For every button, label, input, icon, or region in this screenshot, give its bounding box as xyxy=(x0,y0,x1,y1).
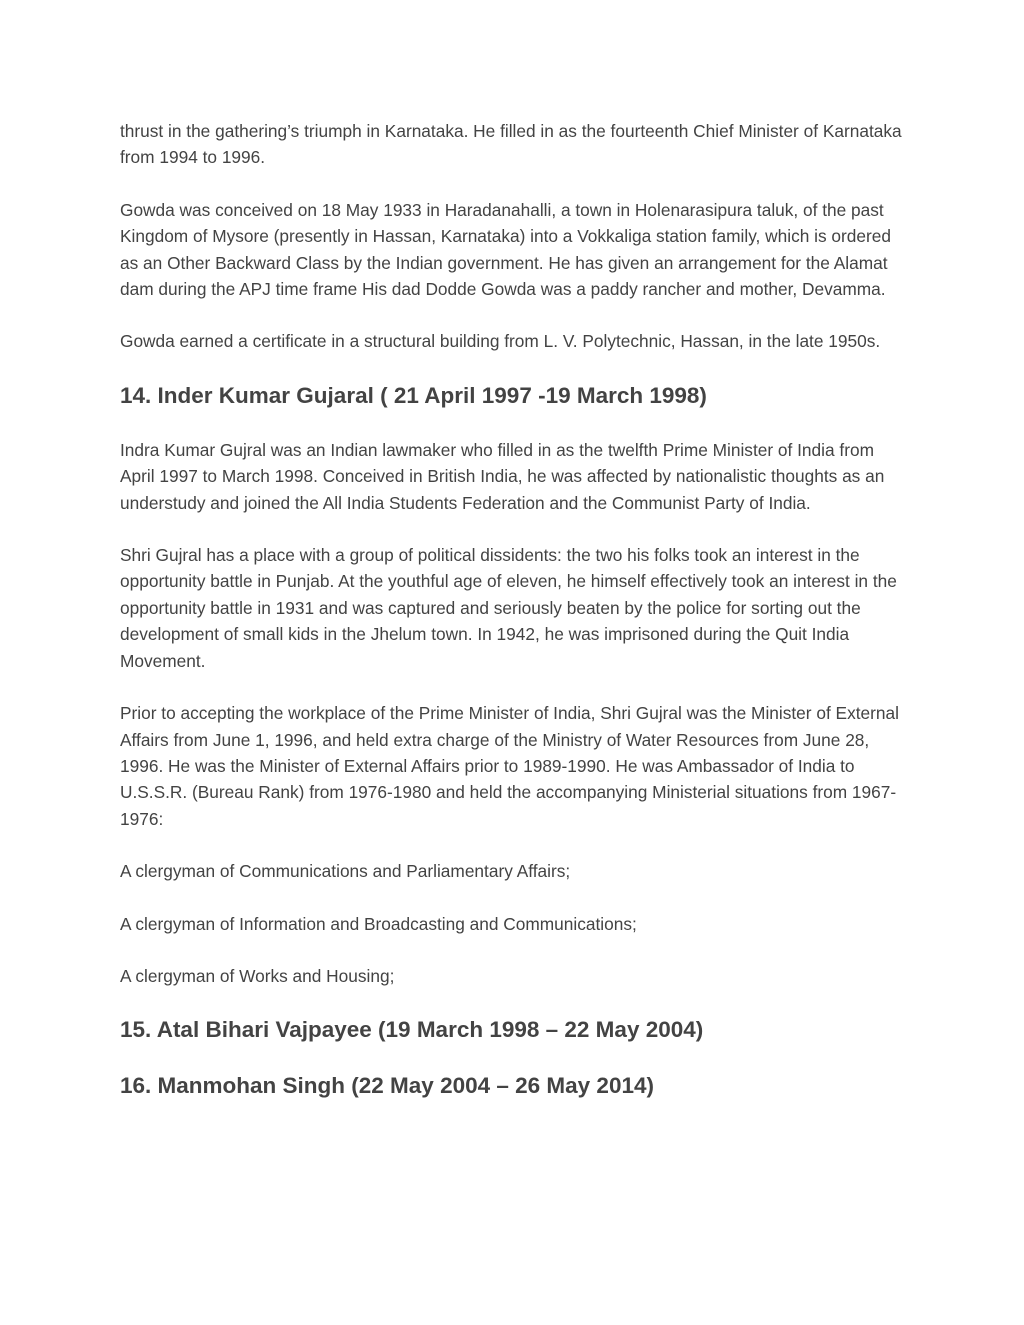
section-14-list-item-1: A clergyman of Communications and Parliamentary Affairs; xyxy=(120,861,571,882)
section-14-list-item-2: A clergyman of Information and Broadcasting and Communications; xyxy=(120,913,637,934)
intro-paragraph-3: Gowda earned a certificate in a structural building from L. V. Polytechnic, Hassan, in the late 1950s. xyxy=(120,331,881,352)
section-14-list-item-3: A clergyman of Works and Housing; xyxy=(120,965,395,986)
section-heading-14: 14. Inder Kumar Gujaral ( 21 April 1997 -19 March 1998) xyxy=(120,382,707,408)
section-14-paragraph-1: Indra Kumar Gujral was an Indian lawmaker who filled in as the twelfth Prime Minister of India from April 1997 to March 1998. Conceived in British India, he was affected by nationalistic thoughts as an understudy and joined the All India Students Federation and the Communist Party of India. xyxy=(120,439,885,513)
document-page xyxy=(120,118,910,1101)
intro-paragraph-1: thrust in the gathering’s triumph in Karnataka. He filled in as the fourteenth Chief Minister of Karnataka from 1994 to 1996. xyxy=(120,121,902,168)
section-14-paragraph-3: Prior to accepting the workplace of the Prime Minister of India, Shri Gujral was the Minister of External Affairs from June 1, 1996, and held extra charge of the Ministry of Water Resources from June 28, 1996. He was the Minister of External Affairs prior to 1989-1990. He was Ambassador of India to U.S.S.R. (Bureau Rank) from 1976-1980 and held the accompanying Ministerial situations from 1967-1976: xyxy=(120,703,899,829)
section-heading-16: 16. Manmohan Singh (22 May 2004 – 26 May 2014) xyxy=(120,1073,654,1099)
intro-paragraph-2: Gowda was conceived on 18 May 1933 in Haradanahalli, a town in Holenarasipura taluk, of the past Kingdom of Mysore (presently in Hassan, Karnataka) into a Vokkaliga station family, which is ordered as an Other Backward Class by the Indian government. He has given an arrangement for the Alamat dam during the APJ time frame His dad Dodde Gowda was a paddy rancher and mother, Devamma. xyxy=(120,199,891,300)
section-heading-15: 15. Atal Bihari Vajpayee (19 March 1998 – 22 May 2004) xyxy=(120,1017,704,1043)
section-14-paragraph-2: Shri Gujral has a place with a group of political dissidents: the two his folks took an interest in the opportunity battle in Punjab. At the youthful age of eleven, he himself effectively took an interest in the opportunity battle in 1931 and was captured and seriously beaten by the police for sorting out the development of small kids in the Jhelum town. In 1942, he was imprisoned during the Quit India Movement. xyxy=(120,545,897,671)
